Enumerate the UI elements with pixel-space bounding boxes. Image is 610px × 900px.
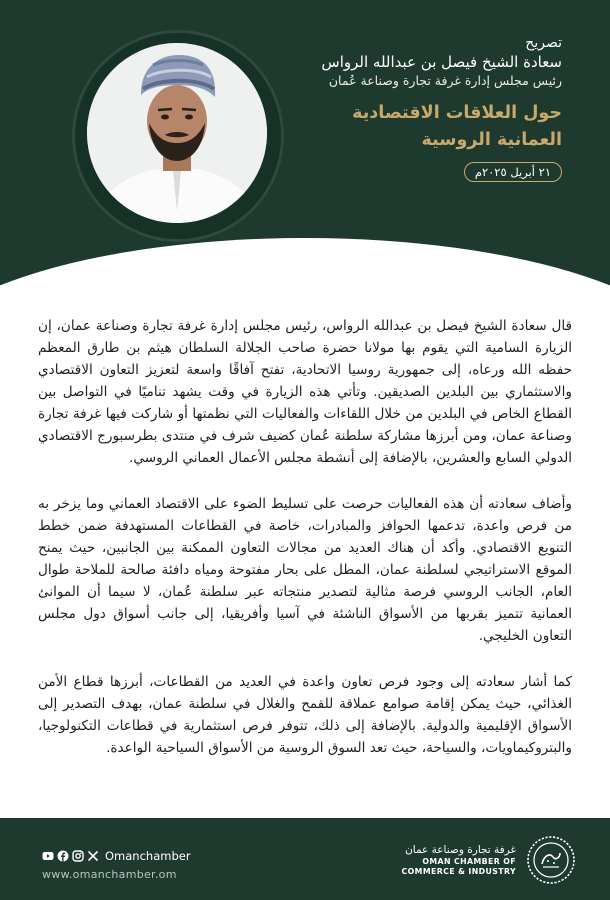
header-banner xyxy=(0,0,610,300)
facebook-icon[interactable] xyxy=(57,850,69,862)
portrait-photo xyxy=(87,43,267,223)
statement-header xyxy=(242,34,562,182)
social-handle[interactable]: Omanchamber xyxy=(105,849,191,863)
social-links xyxy=(42,848,191,864)
youtube-icon[interactable] xyxy=(42,850,54,862)
x-icon[interactable] xyxy=(87,850,99,862)
speaker-name: سعادة الشيخ فيصل بن عبدالله الرواس xyxy=(321,53,562,71)
footer xyxy=(0,818,610,900)
logo-english-line-1: OMAN CHAMBER OF xyxy=(422,857,516,866)
paragraph-3: كما أشار سعادته إلى وجود فرص تعاون واعدة في العديد من القطاعات، أبرزها قطاع الأمن الغذائي، حيث يمكن إقامة صوامع عملاقة للقمح والغلال في سلطنة عمان، بهدف التصدير إلى الأسواق الإقليمية والدولية. بالإضافة إلى ذلك، تتوفر فرص استثمارية في قطاعات التكنولوجيا، والبتروكيماويات، والسياحة، حيث تعد السوق الروسية من الأسواق السياحية الواعدة. xyxy=(38,674,572,756)
chamber-logo xyxy=(402,830,576,890)
logo-arabic-name: غرفة تجارة وصناعة عمان xyxy=(405,844,516,856)
logo-english-line-2: COMMERCE & INDUSTRY xyxy=(401,867,516,876)
paragraph-2: وأضاف سعادته أن هذه الفعاليات حرصت على تسليط الضوء على الاقتصاد العماني وما يزخر به من فرص واعدة، تدعمها الحوافز والمبادرات، خاصة في القطاعات المستهدفة ضمن خطط التنويع الاقتصادي. وأكد أن هناك العديد من مجالات التعاون الممكنة بين الجانبين، حيث يمنح الموقع الاستراتيجي لسلطنة عمان، المطل على بحار مفتوحة ومياه دافئة صالحة للملاحة طوال العام، الجانب الروسي فرصة مثالية لتصدير منتجاته عبر سلطنة عُمان، لا سيما أن الموانئ العمانية تتميز بقربها من الأسواق الناشئة في آسيا وأفريقيا، إلى جانب أسواق دول مجلس التعاون الخليجي. xyxy=(38,496,572,644)
logo-text xyxy=(402,843,516,877)
header-curve xyxy=(0,238,610,300)
headline xyxy=(242,100,562,154)
statement-label: تصريح xyxy=(525,35,562,51)
speaker-position: رئيس مجلس إدارة غرفة تجارة وصناعة عُمان xyxy=(328,73,562,88)
chamber-emblem-icon xyxy=(526,835,576,885)
date-badge: ٢١ أبريل ٢٠٢٥م xyxy=(464,162,562,182)
headline-line-1: حول العلاقات الاقتصادية xyxy=(352,103,562,123)
headline-line-2: العمانية الروسية xyxy=(421,130,562,150)
instagram-icon[interactable] xyxy=(72,850,84,862)
paragraph-1: قال سعادة الشيخ فيصل بن عبدالله الرواس، رئيس مجلس إدارة غرفة تجارة وصناعة عمان، إن الزيارة السامية التي يقوم بها مولانا حضرة صاحب الجلالة السلطان هيثم بن طارق المعظم حفظه الله ورعاه، إلى جمهورية روسيا الاتحادية، تفتح آفاقًا واسعة لتعزيز التعاون الاقتصادي والاستثماري بين البلدين الصديقين. وتأتي هذه الزيارة في وقت يشهد تناميًا في التواصل بين القطاع الخاص في البلدين من خلال اللقاءات والفعاليات التي نظمتها أو شاركت فيها غرفة تجارة وصناعة عمان، ومن أبرزها مشاركة سلطنة عُمان كضيف شرف في منتدى بطرسبورج الاقتصادي الدولي السابع والعشرين، بالإضافة إلى أنشطة مجلس الأعمال العماني الروسي. xyxy=(38,318,572,466)
website-link[interactable]: www.omanchamber.om xyxy=(42,868,177,881)
statement-body xyxy=(38,315,572,783)
